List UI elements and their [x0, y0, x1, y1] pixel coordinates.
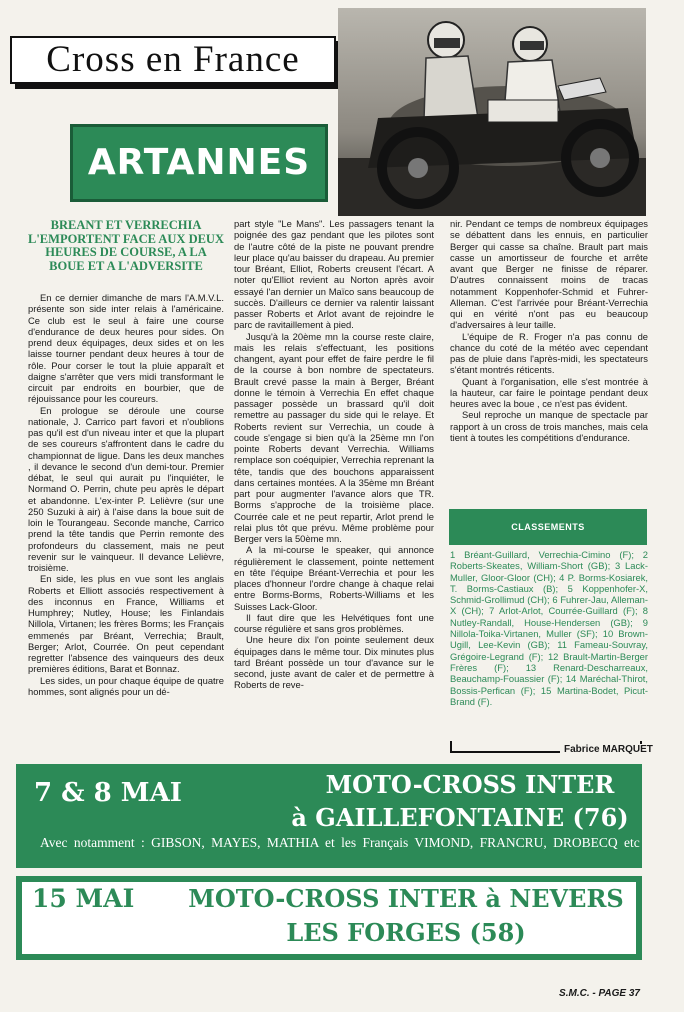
ad-title: MOTO-CROSS INTER à NEVERS: [188, 884, 624, 913]
article-column-2: [234, 218, 434, 691]
paragraph: Les sides, un pour chaque équipe de quatre hommes, sont alignés pour un dé-: [28, 674, 224, 697]
paragraph: part style "Le Mans". Les passagers tenant la poignée des gaz pendant que les pilotes sont de l'autre côté de la piste ne pouvant prendre leur place qu'au baisser du drapeau. Au premier tour Bréant, Elliot, Roberts creusent l'écart. A noter qu'Elliot revient au Norton après avoir essayé l'an dernier un Maïco sans beaucoup de succès. D'ailleurs ce dernier va ralentir laissant passer Roberts et Arlot avant de rejoindre le parc de ravitaillement à pied.: [234, 218, 434, 331]
paragraph: Jusqu'à la 20ème mn la course reste claire, mais les relais s'effectuant, les positions changent, ayant pour effet de faire perdre le fil de la course à bon nombre de spectateurs. Brault crevé passe la main à Berger, Bréant donne le témoin à Verrechia En effet chaque passager possède un brassard qu'il doit remettre au passager du side qui le relaye. Et Roberts revient sur Verrechia, un coude à coude s'engage si bien qu'à la 25ème mn l'on pointe Roberts devant Verrechia. Williams remplace son coéquipier, Verrechia reprenant la tête, tandis que des bouchons apparaissent dans certaines montées. A la 35ème mn Bréant part pour augmenter l'avance alors que TR. Borms s'approche de la troisième place. Courrée cale et ne peut repartir, Arlot prend le relai plus tôt que prévu. Même problème pour Berger vers la 50ème mn.: [234, 330, 434, 544]
ad-riders: Avec notamment : GIBSON, MAYES, MATHIA et les Français VIMOND, FRANCRU, DROBECQ etc: [40, 835, 640, 850]
ad-date: 15 MAI: [32, 884, 135, 913]
article-column-1: [28, 292, 224, 697]
event-title: ARTANNES: [87, 142, 311, 183]
paragraph: Quant à l'organisation, elle s'est montrée à la hauteur, car faire le pointage pendant deux heures avec la boue , ce n'est pas évident.: [450, 375, 648, 409]
paragraph: nir. Pendant ce temps de nombreux équipages se débattent dans les ennuis, en particulier Berger qui casse sa chaîne. Brault part mais casse un amortisseur de fourche et arrête avant que Berger ne finisse de réparer. D'autres connaissent moins de tracas notamment Koppenhofer-Schmid et Fuhrer-Alleman. C'est l'arrivée pour Bréant-Verrechia qui en vérité n'ont pas eu beaucoup d'adversaires à leur taille.: [450, 218, 648, 331]
ad-title: MOTO-CROSS INTER: [325, 770, 615, 799]
paragraph: En ce dernier dimanche de mars l'A.M.V.L. présente son side inter relais à l'américaine. Ce club est le seul à faire une course d'endurance de deux heures pour sides. On prend deux équipages, deux sides et on les laisse tourner pendant deux heures à tour de rôle. Pour corser le tout la pluie apparaît et daigne s'arrêter que vers midi transformant le circuit par endroits en bourbier, que de réjouissance pour les coureurs.: [28, 292, 224, 405]
author-name: Fabrice MARQUET: [560, 744, 657, 755]
ad-title-location: LES FORGES (58): [286, 918, 526, 947]
article-subtitle: BREANT ET VERRECHIA L'EMPORTENT FACE AUX DEUX HEURES DE COURSE, A LA BOUE ET A L'ADVERSITE: [28, 218, 224, 273]
classements-header: [449, 509, 647, 545]
paragraph: Il faut dire que les Helvétiques font une course régulière et sans gros problèmes.: [234, 611, 434, 634]
paragraph: En side, les plus en vue sont les anglais Roberts et Elliott associés respectivement à des inconnus en France, Williams et Humphrey; Nutley, House; les Finlandais Nillola, Virtanen; les frères Borms; les Français emmenés par Bréant, Verrechia; Brault, Berger; Arlot, Courrée. On peut cependant regretter l'absence des vainqueurs des deux premières éditions, Barat et Bonnaz.: [28, 573, 224, 675]
paragraph: Une heure dix l'on pointe seulement deux équipages dans le même tour. Dix minutes plus tard Bréant possède un tour d'avance sur le second, juste avant de caler et de permettre à Roberts de reve-: [234, 634, 434, 691]
paragraph: A la mi-course le speaker, qui annonce régulièrement le classement, pointe nettement en tête l'équipe Bréant-Verrechia et pour les places d'honneur l'ordre change à chaque relai entre Borms-Borms, Roberts-Williams et les Suisses Lack-Gloor.: [234, 544, 434, 612]
paragraph: En prologue se déroule une course nationale, J. Carrico part favori et n'oublions pas qu'il est d'un niveau inter et que la plupart de ses coureurs s'affrontent dans le cadre du championnat de ligue. Dans les deux manches , il devance le second d'un demi-tour. Premier débat, le seul qui aurait pu l'inquiéter, le Normand O. Perrin, chute peu après le départ et abandonne. L'ex-inter P. Lelièvre (sur une 250 Suzuki à air) à l'aise dans la boue suit de loin le Tourangeau. Seconde manche, Carrico prend la tête tandis que Perrin remonte des profondeurs du classement, mais ne peut revenir sur le vainqueur. Il devance Lelièvre, troisième.: [28, 404, 224, 573]
paragraph: L'équipe de R. Froger n'a pas connu de chance du coté de la météo avec cependant pas de pluie dans l'après-midi, les spectateurs s'étant montrés réticents.: [450, 330, 648, 376]
ad-date: 7 & 8 MAI: [34, 778, 182, 808]
ad-title-location: à GAILLEFONTAINE (76): [291, 803, 629, 832]
paragraph: Seul reproche un manque de spectacle par rapport à un cross de trois manches, mais cela tient à toutes les compétitions d'endurance.: [450, 409, 648, 443]
sidecar-race-photo: [338, 8, 646, 216]
page-footer: S.M.C. - PAGE 37: [559, 988, 640, 999]
header-banner: [10, 36, 336, 84]
classements-label: CLASSEMENTS: [511, 522, 585, 532]
article-column-3: [450, 218, 648, 443]
event-banner: [70, 124, 328, 202]
classements-list: 1 Bréant-Guillard, Verrechia-Cimino (F); 2 Roberts-Skeates, William-Short (GB); 3 Lack-Muller, Gloor-Gloor (CH); 4 P. Borms-Kosiarek, T. Borms-Castiaux (B); 5 Koppenhofer-X, Schmid-Grollimud (CH); 6 Fuhrer-Jau, Alleman-X (CH); 7 Arlot-Arlot, Courrée-Guillard (F); 8 Nutley-Randall, House-Hendersen (GB); 9 Nillola-Toika-Virtanen, Muller (SF); 10 Brown-Ugill, Lee-Kevin (GB); 11 Fameau-Souvray, Grégoire-Legrand (F); 12 Brault-Martin-Berger Frères (F); 13 Renard-Descharreaux, Beauchamp-Fouassier (F); 14 Maréchal-Thirot, Bossis-Perfican (F); 15 Martina-Bodet, Picut-Brand (F).: [450, 549, 648, 707]
section-title: Cross en France: [46, 39, 300, 80]
